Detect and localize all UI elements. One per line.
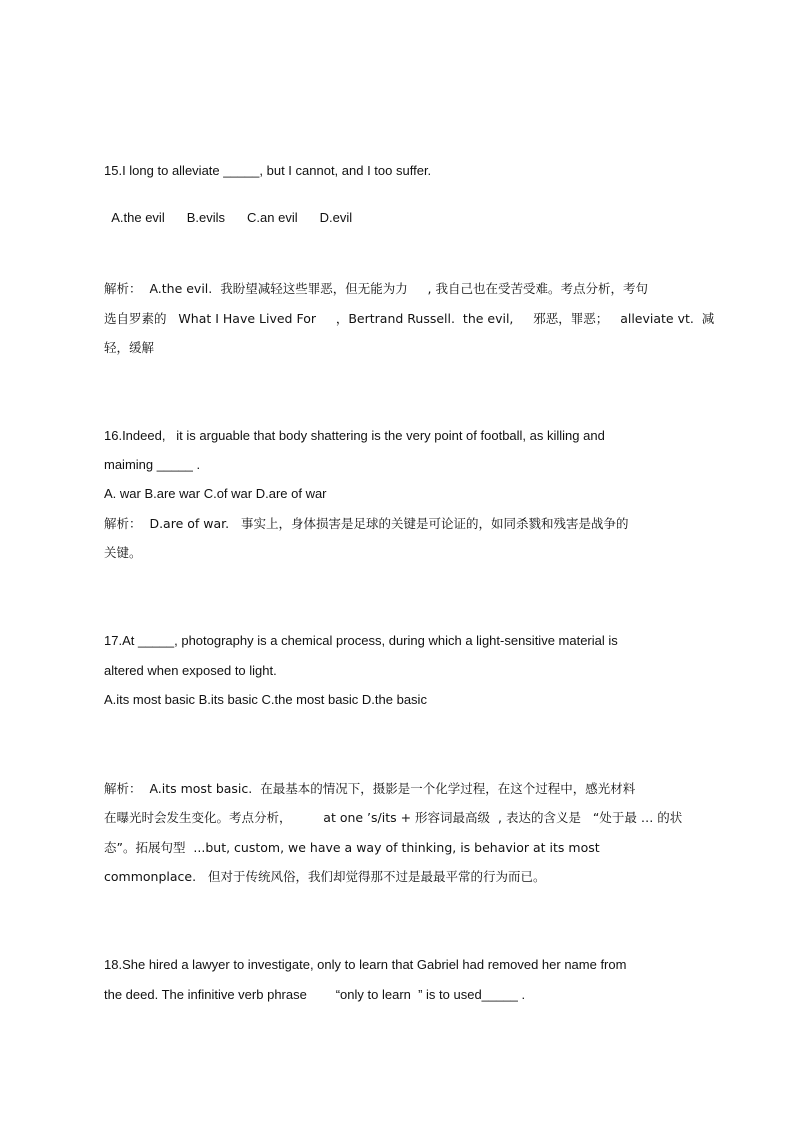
q17-question-line-1: 17.At _____, photography is a chemical process, during which a light-sensitive material is <box>104 633 618 648</box>
q15-analysis-line-3: 轻，缓解 <box>104 340 155 355</box>
q15-options <box>104 191 352 227</box>
q15-analysis-line-1: 解析： A.the evil. 我盼望减轻这些罪恶，但无能为力 , 我自己也在受苦受难。考点分析，考句 <box>104 281 649 296</box>
q15-option-c: C.an evil <box>247 210 298 225</box>
q17-analysis-line-4: commonplace. 但对于传统风俗，我们却觉得那不过是最最平常的行为而已。 <box>104 869 546 884</box>
q18-question-line-2: the deed. The infinitive verb phrase “only to learn ” is to used_____ . <box>104 987 526 1002</box>
q16-analysis-line-1: 解析： D.are of war. 事实上，身体损害是足球的关键是可论证的，如同杀戮和残害是战争的 <box>104 516 629 531</box>
q17-analysis-line-2: 在曝光时会发生变化。考点分析， at one ’s/its + 形容词最高级 , 表达的含义是 “处于最 … 的状 <box>104 810 683 825</box>
q15-analysis-line-2: 选自罗素的 What I Have Lived For ，Bertrand Russell. the evil, 邪恶，罪恶； alleviate vt. 减 <box>104 311 715 326</box>
q18-question-line-1: 18.She hired a lawyer to investigate, only to learn that Gabriel had removed her name from <box>104 957 627 972</box>
q17-analysis-line-1: 解析： A.its most basic. 在最基本的情况下，摄影是一个化学过程，在这个过程中，感光材料 <box>104 781 636 796</box>
q16-analysis-line-2: 关键。 <box>104 545 142 560</box>
q17-analysis-line-3: 态”。拓展句型 ...but, custom, we have a way of thinking, is behavior at its most <box>104 840 600 855</box>
q17-options: A.its most basic B.its basic C.the most basic D.the basic <box>104 692 427 707</box>
q15-option-b: B.evils <box>186 210 226 225</box>
q15-question: 15.I long to alleviate _____, but I cannot, and I too suffer. <box>104 163 432 178</box>
q16-options: A. war B.are war C.of war D.are of war <box>104 486 327 501</box>
q15-option-d: D.evil <box>319 210 353 225</box>
q15-option-a: A.the evil <box>111 210 165 225</box>
q16-question-line-1: 16.Indeed, it is arguable that body shattering is the very point of football, as killing and <box>104 428 605 443</box>
q16-question-line-2: maiming _____ . <box>104 457 201 472</box>
q17-question-line-2: altered when exposed to light. <box>104 663 277 678</box>
